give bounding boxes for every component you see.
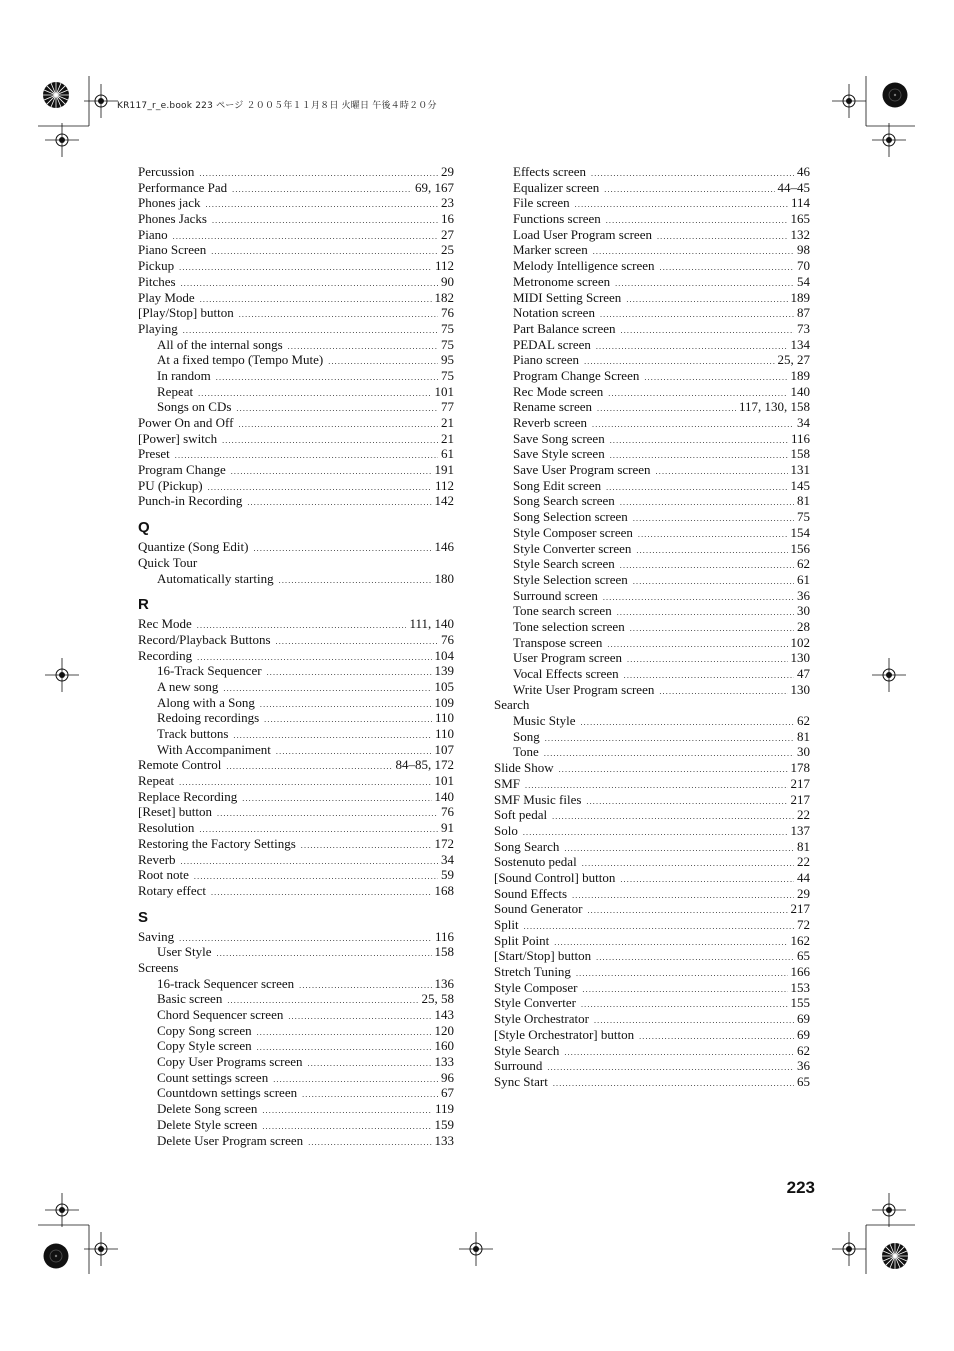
index-page-reference: 217 xyxy=(790,791,810,807)
index-page-reference: 111, 140 xyxy=(409,616,454,632)
index-term: Recording xyxy=(138,647,193,663)
index-term: Style Selection screen xyxy=(513,571,628,587)
index-page-reference: 29 xyxy=(441,164,454,179)
index-term: Countdown settings screen xyxy=(157,1085,298,1101)
index-page-reference: 139 xyxy=(434,663,454,679)
index-term: Song Search xyxy=(494,838,560,854)
index-page-reference: 75 xyxy=(441,320,454,336)
index-page-reference: 23 xyxy=(441,195,454,211)
index-page-reference: 107 xyxy=(434,741,454,757)
index-term: With Accompaniment xyxy=(157,741,271,757)
index-term: Split Point xyxy=(494,932,550,948)
index-page-reference: 217 xyxy=(790,901,810,917)
index-term: Load User Program screen xyxy=(513,226,652,242)
index-page-reference: 27 xyxy=(441,226,454,242)
index-page-reference: 75 xyxy=(441,367,454,383)
index-term: Play Mode xyxy=(138,289,195,305)
index-term: Basic screen xyxy=(157,991,223,1007)
index-term: Copy Style screen xyxy=(157,1038,252,1054)
index-term: Songs on CDs xyxy=(157,399,232,415)
index-term: Save Style screen xyxy=(513,446,605,462)
print-header: KR117_r_e.book 223 ページ ２００５年１１月８日 火曜日 午後４時２０分 xyxy=(117,101,437,111)
index-term: Style Converter xyxy=(494,995,576,1011)
index-page-reference: 156 xyxy=(790,540,810,556)
index-page-reference: 182 xyxy=(434,289,454,305)
index-term: Phones Jacks xyxy=(138,211,207,227)
index-page-reference: 120 xyxy=(434,1022,454,1038)
index-term: Melody Intelligence screen xyxy=(513,258,655,274)
index-term: Program Change Screen xyxy=(513,367,640,383)
index-term: Delete Style screen xyxy=(157,1116,258,1132)
index-term: Screens xyxy=(138,959,179,975)
index-term: Save Song screen xyxy=(513,430,605,446)
index-term: Delete User Program screen xyxy=(157,1132,304,1148)
index-page-reference: 158 xyxy=(434,944,454,960)
index-term: Piano xyxy=(138,226,168,242)
index-term: Repeat xyxy=(138,773,175,789)
index-page-reference: 117, 130, 158 xyxy=(738,399,810,415)
index-term: User Style xyxy=(157,944,212,960)
index-term: Search xyxy=(494,697,530,713)
index-page-reference: 61 xyxy=(441,446,454,462)
index-page-reference: 136 xyxy=(434,975,454,991)
index-page-reference: 130 xyxy=(790,650,810,666)
index-term: Program Change xyxy=(138,462,226,478)
index-term: Quick Tour xyxy=(138,554,198,570)
index-page-reference: 145 xyxy=(790,477,810,493)
index-page-reference: 65 xyxy=(797,1073,810,1089)
index-term: Style Composer xyxy=(494,979,578,995)
index-page-reference: 162 xyxy=(790,932,810,948)
index-term: Notation screen xyxy=(513,305,595,321)
index-term: Song xyxy=(513,728,540,744)
index-page-reference: 168 xyxy=(434,882,454,898)
index-term: Rec Mode screen xyxy=(513,383,604,399)
index-page-reference: 25, 27 xyxy=(777,352,810,368)
index-page-reference: 22 xyxy=(797,807,810,823)
index-term: PU (Pickup) xyxy=(138,477,203,493)
index-page-reference: 21 xyxy=(441,430,454,446)
index-term: Root note xyxy=(138,867,189,883)
index-page-reference: 133 xyxy=(434,1132,454,1148)
index-page-reference: 143 xyxy=(434,1007,454,1022)
index-term: Split xyxy=(494,917,519,932)
index-page-reference: 140 xyxy=(790,383,810,399)
index-page-reference: 25, 58 xyxy=(421,991,454,1007)
index-term: Copy User Programs screen xyxy=(157,1054,303,1070)
index-term: Redoing recordings xyxy=(157,710,260,726)
index-page-reference: 76 xyxy=(441,631,454,647)
index-term: A new song xyxy=(157,678,219,694)
index-page-reference: 178 xyxy=(790,760,810,776)
index-page-reference: 47 xyxy=(797,666,810,681)
index-page-reference: 154 xyxy=(790,524,810,540)
index-page-reference: 112 xyxy=(434,258,454,274)
index-term: Phones jack xyxy=(138,195,201,211)
index-page-reference: 61 xyxy=(797,571,810,587)
index-term: Record/Playback Buttons xyxy=(138,631,271,647)
index-term: Write User Program screen xyxy=(513,681,655,697)
index-page-reference: 109 xyxy=(434,694,454,710)
index-page-reference: 75 xyxy=(441,336,454,352)
index-page-reference: 155 xyxy=(790,995,810,1011)
index-term: Surround xyxy=(494,1058,543,1074)
index-page-reference: 131 xyxy=(790,462,810,478)
index-page-reference: 172 xyxy=(434,835,454,851)
index-term: Sostenuto pedal xyxy=(494,854,577,870)
index-term: Track buttons xyxy=(157,726,229,741)
index-term: Music Style xyxy=(513,713,576,729)
index-page-reference: 34 xyxy=(441,851,454,867)
index-term: Reverb xyxy=(138,851,176,867)
index-term: Repeat xyxy=(157,383,194,399)
index-page-reference: 134 xyxy=(790,336,810,352)
index-term: Functions screen xyxy=(513,211,601,227)
index-page-reference: 90 xyxy=(441,273,454,289)
index-page-reference: 96 xyxy=(441,1069,454,1085)
index-page-reference: 91 xyxy=(441,820,454,836)
index-term: Stretch Tuning xyxy=(494,964,571,980)
index-term: Power On and Off xyxy=(138,415,234,430)
index-term: File screen xyxy=(513,195,570,211)
index-term: Part Balance screen xyxy=(513,320,616,336)
index-term: Slide Show xyxy=(494,760,554,776)
index-term: Tone xyxy=(513,744,539,760)
index-page-reference: 30 xyxy=(797,744,810,760)
index-page-reference: 22 xyxy=(797,854,810,870)
index-term: Song Edit screen xyxy=(513,477,602,493)
index-term: Replace Recording xyxy=(138,788,238,804)
index-page-reference: 69 xyxy=(797,1011,810,1027)
index-page-reference: 29 xyxy=(797,885,810,901)
index-page-reference: 25 xyxy=(441,242,454,258)
index-page-reference: 98 xyxy=(797,242,810,258)
index-term: Piano Screen xyxy=(138,242,207,258)
index-page-reference: 84–85, 172 xyxy=(395,757,454,773)
index-term: All of the internal songs xyxy=(157,336,283,352)
index-term: Reverb screen xyxy=(513,415,587,430)
index-term: Saving xyxy=(138,928,175,944)
index-page-reference: 102 xyxy=(790,634,810,650)
index-term: Style Converter screen xyxy=(513,540,632,556)
index-term: [Power] switch xyxy=(138,430,218,446)
index-term: Sync Start xyxy=(494,1073,548,1089)
index-page-reference: 69 xyxy=(797,1026,810,1042)
index-page-reference: 59 xyxy=(441,867,454,883)
index-term: SMF xyxy=(494,775,521,791)
index-page-reference: 73 xyxy=(797,320,810,336)
index-page-reference: 70 xyxy=(797,258,810,274)
index-term: Count settings screen xyxy=(157,1069,269,1085)
index-term: Tone search screen xyxy=(513,603,612,619)
index-term: [Start/Stop] button xyxy=(494,948,592,964)
index-term: Transpose screen xyxy=(513,634,603,650)
index-page-reference: 44 xyxy=(797,869,810,885)
page-number: 223 xyxy=(786,1178,815,1197)
index-page-reference: 119 xyxy=(434,1101,454,1117)
index-page-reference: 130 xyxy=(790,681,810,697)
index-term: PEDAL screen xyxy=(513,336,591,352)
index-page-reference: 75 xyxy=(797,509,810,525)
index-term: Vocal Effects screen xyxy=(513,666,619,681)
index-term: Style Orchestrator xyxy=(494,1011,589,1027)
index-term: Metronome screen xyxy=(513,273,611,289)
index-term: Effects screen xyxy=(513,164,587,179)
index-term: Performance Pad xyxy=(138,179,228,195)
index-page-reference: 133 xyxy=(434,1054,454,1070)
index-page-reference: 153 xyxy=(790,979,810,995)
index-page-reference: 132 xyxy=(790,226,810,242)
index-term: Along with a Song xyxy=(157,694,255,710)
index-term: [Reset] button xyxy=(138,804,213,820)
index-term: Pickup xyxy=(138,258,175,274)
index-page-reference: 114 xyxy=(790,195,810,211)
index-term: Surround screen xyxy=(513,587,598,603)
index-page-reference: 34 xyxy=(797,415,810,430)
index-page-reference: 191 xyxy=(434,462,454,478)
index-term: Copy Song screen xyxy=(157,1022,252,1038)
index-page-reference: 104 xyxy=(434,647,454,663)
index-page-reference: 217 xyxy=(790,775,810,791)
index-page-reference: 28 xyxy=(797,618,810,634)
index-term: Tone selection screen xyxy=(513,618,625,634)
index-page-reference: 16 xyxy=(441,211,454,227)
index-page-reference: 81 xyxy=(797,838,810,854)
index-page-reference: 62 xyxy=(797,713,810,729)
index-page-reference: 110 xyxy=(434,726,454,741)
index-page-reference: 21 xyxy=(441,415,454,430)
index-term: Song Search screen xyxy=(513,493,615,509)
index-page-reference: 67 xyxy=(441,1085,454,1101)
index-page-reference: 36 xyxy=(797,587,810,603)
index-page-reference: 180 xyxy=(434,570,454,586)
index-page-reference: 189 xyxy=(790,367,810,383)
index-term: Sound Effects xyxy=(494,885,568,901)
index-page-reference: 105 xyxy=(434,678,454,694)
index-page-reference: 101 xyxy=(434,383,454,399)
index-letter-heading: Q xyxy=(138,519,150,537)
index-term: Style Search screen xyxy=(513,556,615,572)
index-term: [Play/Stop] button xyxy=(138,305,234,321)
index-term: Style Search xyxy=(494,1042,560,1058)
index-page-reference: 165 xyxy=(790,211,810,227)
index-term: At a fixed tempo (Tempo Mute) xyxy=(157,352,324,368)
index-page-reference: 101 xyxy=(434,773,454,789)
index-page-reference: 54 xyxy=(797,273,810,289)
index-term: Quantize (Song Edit) xyxy=(138,539,249,555)
index-page-reference: 116 xyxy=(434,928,454,944)
index-page-reference: 137 xyxy=(790,822,810,838)
index-term: Percussion xyxy=(138,164,195,179)
index-page-reference: 44–45 xyxy=(777,179,810,195)
index-page-reference: 142 xyxy=(434,493,454,509)
index-term: Save User Program screen xyxy=(513,462,651,478)
index-page-reference: 110 xyxy=(434,710,454,726)
index-letter-heading: S xyxy=(138,908,149,926)
index-page-reference: 158 xyxy=(790,446,810,462)
index-term: Delete Song screen xyxy=(157,1101,258,1117)
index-page-reference: 140 xyxy=(434,788,454,804)
index-term: Automatically starting xyxy=(157,570,274,586)
index-page-reference: 189 xyxy=(790,289,810,305)
index-page-reference: 72 xyxy=(797,917,810,932)
index-term: Piano screen xyxy=(513,352,580,368)
index-page-reference: 69, 167 xyxy=(415,179,454,195)
index-term: Marker screen xyxy=(513,242,588,258)
index-page-reference: 160 xyxy=(434,1038,454,1054)
index-term: Solo xyxy=(494,822,518,838)
index-term: Equalizer screen xyxy=(513,179,600,195)
index-term: Rotary effect xyxy=(138,882,206,898)
index-term: Soft pedal xyxy=(494,807,548,823)
index-page-reference: 62 xyxy=(797,556,810,572)
index-page-reference: 146 xyxy=(434,539,454,555)
index-term: 16-track Sequencer screen xyxy=(157,975,295,991)
index-term: Resolution xyxy=(138,820,195,836)
index-page-reference: 166 xyxy=(790,964,810,980)
index-term: Restoring the Factory Settings xyxy=(138,835,296,851)
index-page-reference: 65 xyxy=(797,948,810,964)
index-page-reference: 116 xyxy=(790,430,810,446)
index-term: Remote Control xyxy=(138,757,222,773)
index-page-reference: 81 xyxy=(797,728,810,744)
index-term: 16-Track Sequencer xyxy=(157,663,262,679)
index-page-reference: 76 xyxy=(441,305,454,321)
index-term: Pitches xyxy=(138,273,176,289)
index-page-reference: 95 xyxy=(441,352,454,368)
index-term: Sound Generator xyxy=(494,901,583,917)
index-term: In random xyxy=(157,367,211,383)
index-term: Chord Sequencer screen xyxy=(157,1007,284,1022)
index-term: Playing xyxy=(138,320,178,336)
index-page-reference: 46 xyxy=(797,164,810,179)
index-term: [Style Orchestrator] button xyxy=(494,1026,635,1042)
index-term: Rename screen xyxy=(513,399,593,415)
index-letter-heading: R xyxy=(138,596,149,614)
index-term: Rec Mode xyxy=(138,616,192,632)
index-term: User Program screen xyxy=(513,650,623,666)
index-term: Preset xyxy=(138,446,170,462)
index-page-reference: 81 xyxy=(797,493,810,509)
index-page-reference: 36 xyxy=(797,1058,810,1074)
index-term: MIDI Setting Screen xyxy=(513,289,622,305)
index-page-reference: 112 xyxy=(434,477,454,493)
index-page-reference: 159 xyxy=(434,1116,454,1132)
index-term: Song Selection screen xyxy=(513,509,628,525)
index-page-reference: 62 xyxy=(797,1042,810,1058)
index-term: Style Composer screen xyxy=(513,524,633,540)
index-page-reference: 76 xyxy=(441,804,454,820)
index-page-reference: 77 xyxy=(441,399,454,415)
index-page-reference: 30 xyxy=(797,603,810,619)
index-term: [Sound Control] button xyxy=(494,869,616,885)
index-page-reference: 87 xyxy=(797,305,810,321)
index-term: SMF Music files xyxy=(494,791,582,807)
index-term: Punch-in Recording xyxy=(138,493,243,509)
